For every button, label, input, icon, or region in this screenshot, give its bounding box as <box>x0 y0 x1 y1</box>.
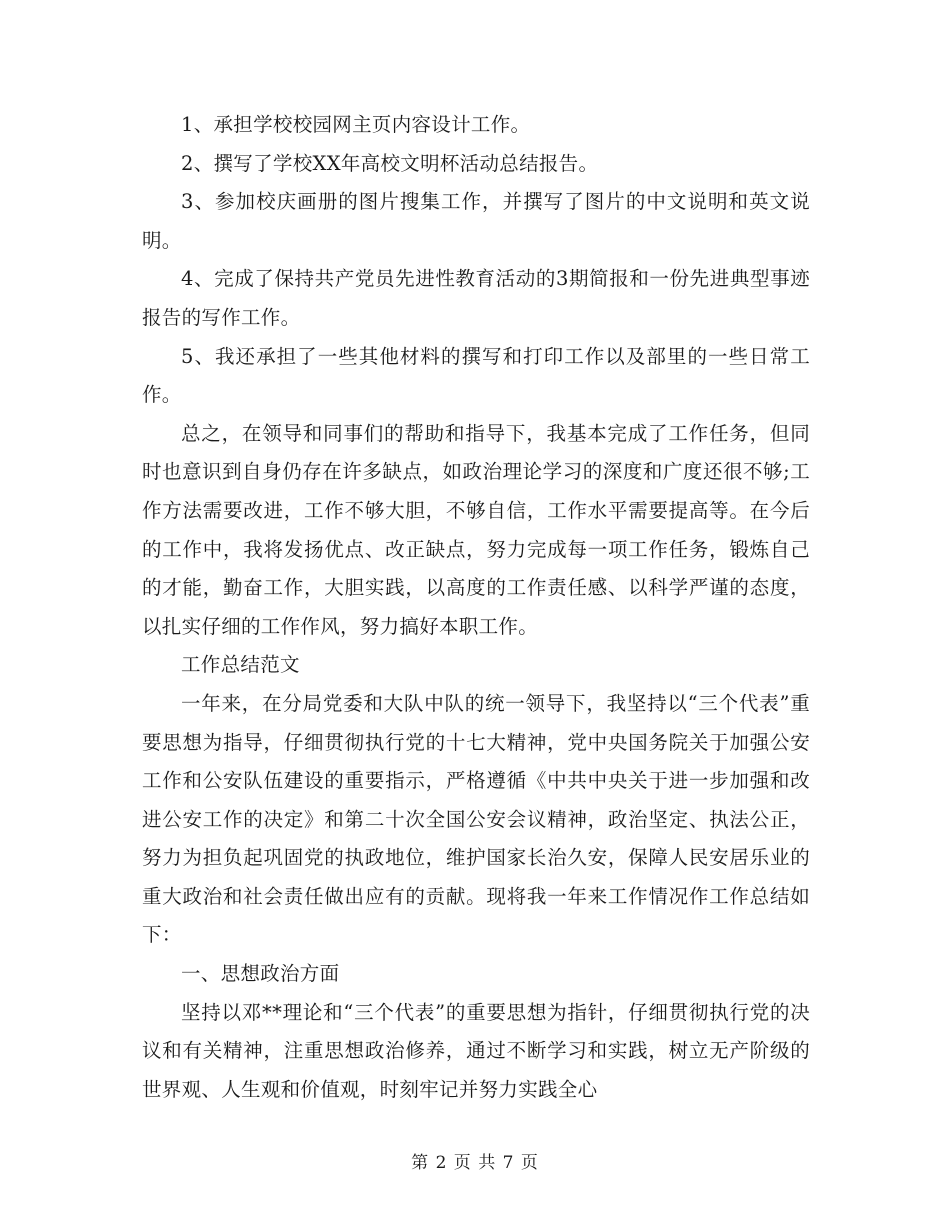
list-item-1: 1、承担学校校园网主页内容设计工作。 <box>181 113 531 136</box>
list-item-4: 4、完成了保持共产党员先进性教育活动的3期简报和一份先进典型事迹报告的写作工作。 <box>142 267 810 329</box>
list-item-5: 5、我还承担了一些其他材料的撰写和打印工作以及部里的一些日常工作。 <box>142 344 810 407</box>
intro-paragraph: 一年来，在分局党委和大队中队的统一领导下，我坚持以“三个代表”重要思想为指导，仔细贯彻执行党的十七大精神，党中央国务院关于加强公安工作和公安队伍建设的重要指示，严格遵循《中共中央关于进一步加强和改进公安工作的决定》和第二十次全国公安会议精神，政治坚定、执法公正，努力为担负起巩固党的执政地位，维护国家长治久安，保障人民安居乐业的重大政治和社会责任做出应有的贡献。现将我一年来工作情况作工作总结如下： <box>142 691 810 947</box>
document-body <box>142 106 810 1109</box>
page-number-footer: 第 2 页 共 7 页 <box>411 1153 539 1173</box>
list-item-3: 3、参加校庆画册的图片搜集工作，并撰写了图片的中文说明和英文说明。 <box>142 190 810 252</box>
section-title: 工作总结范文 <box>181 653 300 677</box>
list-item-2: 2、撰写了学校XX年高校文明杯活动总结报告。 <box>181 151 599 175</box>
section-heading: 一、思想政治方面 <box>181 962 340 986</box>
body-paragraph: 坚持以邓**理论和“三个代表”的重要思想为指针，仔细贯彻执行党的决议和有关精神，注重思想政治修养，通过不断学习和实践，树立无产阶级的世界观、人生观和价值观，时刻牢记并努力实践全心 <box>142 1000 810 1101</box>
summary-paragraph: 总之，在领导和同事们的帮助和指导下，我基本完成了工作任务，但同时也意识到自身仍存在许多缺点，如政治理论学习的深度和广度还很不够;工作方法需要改进，工作不够大胆，不够自信，工作水平需要提高等。在今后的工作中，我将发扬优点、改正缺点，努力完成每一项工作任务，锻炼自己的才能，勤奋工作，大胆实践，以高度的工作责任感、以科学严谨的态度，以扎实仔细的工作作风，努力搞好本职工作。 <box>142 421 810 638</box>
